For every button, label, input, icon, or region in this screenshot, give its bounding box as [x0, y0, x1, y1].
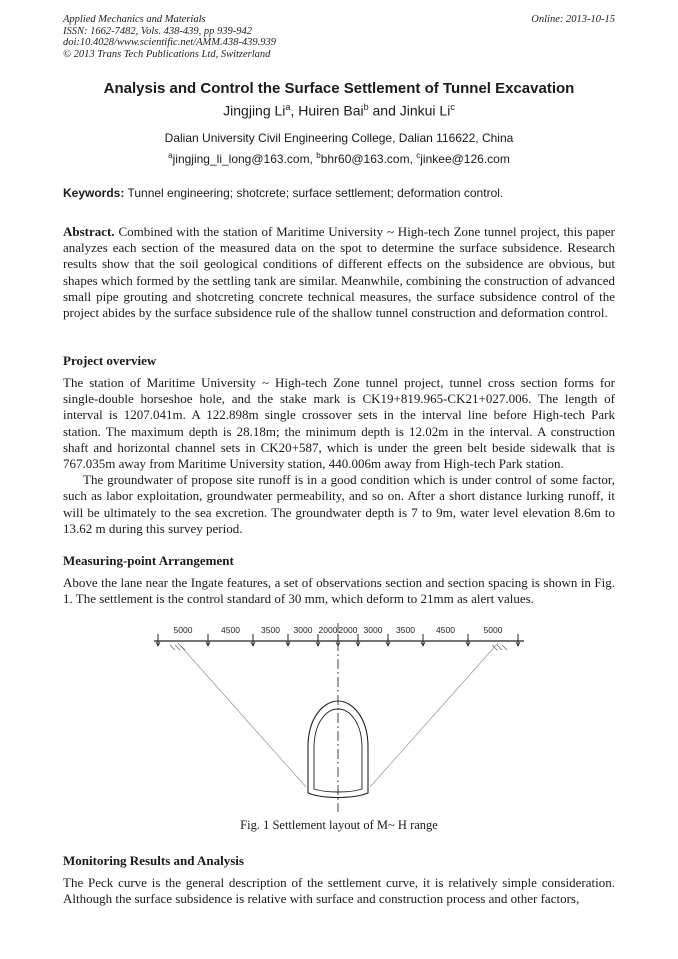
affiliation: Dalian University Civil Engineering College, Dalian 116622, China: [164, 131, 514, 145]
ground-hatch-left: [170, 645, 185, 650]
influence-line-left: [178, 643, 306, 787]
abstract: [63, 224, 615, 321]
email-mark: a: [168, 151, 173, 160]
spacing-label: 3000: [293, 625, 313, 635]
author-affil-mark: b: [363, 102, 369, 112]
spacing-label: 3000: [363, 625, 383, 635]
paragraph: The Peck curve is the general description of the settlement curve, it is relatively simple consideration. Although the surface subsidence is relative with surface and construction process and other factors,: [63, 875, 615, 907]
spacing-label: 4500: [221, 625, 240, 635]
author-affil-mark: c: [450, 102, 455, 112]
section-body: [63, 375, 615, 537]
influence-line-right: [370, 643, 498, 787]
spacing-label: 2000: [318, 625, 338, 635]
journal-name: Applied Mechanics and Materials: [63, 14, 206, 25]
spacing-labels: [174, 625, 503, 635]
spacing-label: 3500: [261, 625, 280, 635]
author-name: Jinkui Li: [399, 102, 451, 119]
abstract-label: Abstract.: [63, 224, 115, 239]
author-name: Jingjing Li: [223, 102, 286, 119]
spacing-label: 3500: [396, 625, 415, 635]
keywords-label: Keywords:: [63, 186, 125, 200]
keywords: [63, 186, 618, 200]
online-date: Online: 2013-10-15: [531, 14, 615, 25]
spacing-label: 5000: [173, 625, 193, 635]
abstract-text: Combined with the station of Maritime University ~ High-tech Zone tunnel project, this paper analyzes each section of the measured data on the spot to determine the surface subsidence. Research results show that the soil geological conditions of different effects on the subsidence are obvious, but shapes which formed by the settling tank are similar. Meanwhile, combining the construction of advanced small pipe grouting and shotcreting concrete technical measures, the surface subsidence control of the project abides by the surface subsidence rule of the shallow tunnel construction and deformation control.: [63, 224, 615, 321]
email-list: [0, 151, 678, 166]
section-heading: Monitoring Results and Analysis: [63, 853, 244, 868]
section-heading: Project overview: [63, 353, 157, 368]
keywords-text: Tunnel engineering; shotcrete; surface settlement; deformation control.: [124, 186, 504, 200]
email-mark: c: [416, 151, 421, 160]
paragraph: The station of Maritime University ~ High-tech Zone tunnel project, tunnel cross section forms for single-double horseshoe hole, and the stake mark is CK19+819.965-CK21+027.006. The length of interval is 1207.041m. A 122.898m single crossover sets in the interval line before High-tech Park station. The maximum depth is 28.18m; the minimum depth is 12.02m in the interval. A construction shaft and horizontal channel sets in CK20+587, which is under the green belt beside sidewalk that is 767.035m away from Maritime University station, 440.006m away from High-tech Park station.: [63, 375, 615, 472]
paper-title: Analysis and Control the Surface Settlement of Tunnel Excavation: [103, 80, 575, 97]
email-mark: b: [316, 151, 321, 160]
doi-line: doi:10.4028/www.scientific.net/AMM.438-439.939: [63, 37, 276, 48]
paragraph: The groundwater of propose site runoff is in a good condition which is under control of some factor, such as labor exploitation, groundwater permeability, and so on. After a short distance lurking runoff, it will be ultimately to the sea excretion. The groundwater depth is 7 to 9m, water level elevation 8.6m to 13.62 m during this survey period.: [63, 472, 615, 536]
email-address: bhr60@163.com,: [320, 152, 417, 166]
author-separator: ,: [290, 102, 299, 119]
author-name: Huiren Bai: [298, 102, 364, 119]
paragraph: Above the lane near the Ingate features, a set of observations section and section spacing is shown in Fig. 1. The settlement is the control standard of 30 mm, which deform to 21mm as alert values.: [63, 575, 615, 607]
journal-header: [63, 14, 276, 60]
section-body: [63, 875, 615, 907]
email-address: jingjing_li_long@163.com,: [172, 152, 317, 166]
section-body: [63, 575, 615, 607]
author-separator: and: [368, 102, 400, 119]
section-heading: Measuring-point Arrangement: [63, 553, 234, 568]
copyright-line: © 2013 Trans Tech Publications Ltd, Switzerland: [63, 48, 271, 60]
figure-caption: Fig. 1 Settlement layout of M~ H range: [240, 818, 438, 832]
author-list: [0, 102, 678, 119]
spacing-label: 2000: [338, 625, 358, 635]
spacing-label: 5000: [483, 625, 503, 635]
ground-hatch-right: [492, 645, 507, 650]
email-address: jinkee@126.com: [420, 152, 510, 166]
settlement-layout-figure: [148, 617, 530, 813]
author-affil-mark: a: [285, 102, 291, 112]
spacing-label: 4500: [436, 625, 455, 635]
issn-line: ISSN: 1662-7482, Vols. 438-439, pp 939-942: [63, 25, 252, 37]
